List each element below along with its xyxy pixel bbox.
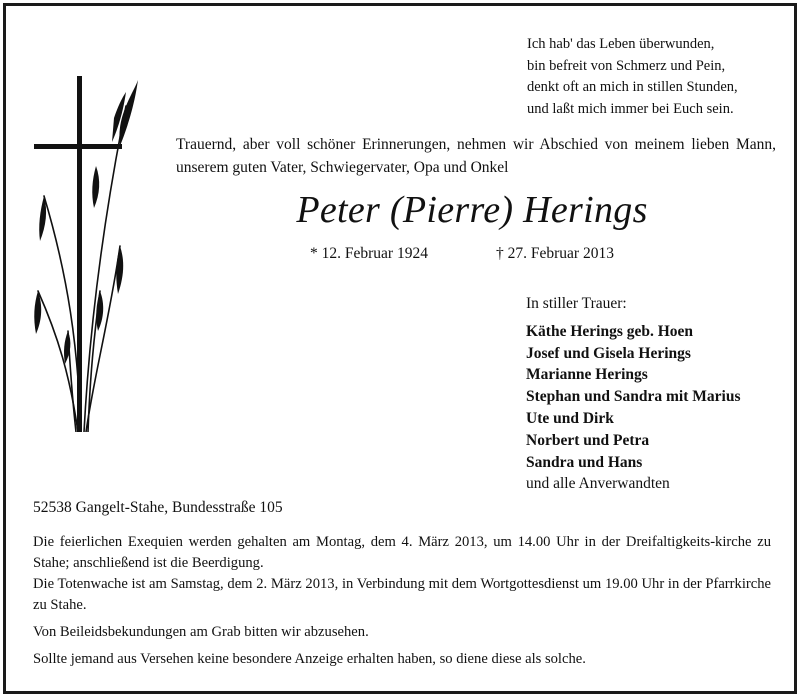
family-entry: Sandra und Hans (526, 453, 643, 471)
poem-line: und laßt mich immer bei Euch sein. (527, 100, 734, 117)
family-entry: Stephan und Sandra mit Marius (526, 388, 741, 406)
mourners-heading: In stiller Trauer: (526, 295, 627, 312)
birth-date: * 12. Februar 1924 (310, 245, 428, 262)
mourners-list (526, 293, 740, 495)
poem (527, 34, 738, 120)
death-date: † 27. Februar 2013 (496, 245, 614, 262)
deceased-name: Peter (Pierre) Herings (296, 189, 648, 231)
poem-line: bin befreit von Schmerz und Pein, (527, 57, 726, 74)
family-entry: Josef und Gisela Herings (526, 344, 691, 362)
address: 52538 Gangelt-Stahe, Bundesstraße 105 (33, 499, 283, 516)
poem-line: Ich hab' das Leben überwunden, (527, 36, 715, 52)
condolence-note: Von Beileidsbekundungen am Grab bitten wir abzusehen. (33, 624, 369, 640)
intro-text: Trauernd, aber voll schöner Erinnerungen, nehmen wir Abschied von meinem lieben Mann, unserem guten Vater, Schwiegervater, Opa und Onkel (176, 136, 776, 176)
wake-info: Die Totenwache ist am Samstag, dem 2. März 2013, in Verbindung mit dem Wortgottesdienst um 19.00 Uhr in der Pfarrkirche zu Stahe. (33, 576, 771, 613)
family-entry: Käthe Herings geb. Hoen (526, 322, 694, 340)
family-entry: Marianne Herings (526, 366, 648, 384)
funeral-info: Die feierlichen Exequien werden gehalten am Montag, dem 4. März 2013, um 14.00 Uhr in der Dreifaltigkeits-kirche zu Stahe; anschließend ist die Beerdigung. (33, 534, 771, 571)
relatives-line: und alle Anverwandten (526, 475, 670, 493)
family-entry: Ute und Dirk (526, 409, 614, 427)
notice-disclaimer: Sollte jemand aus Versehen keine besondere Anzeige erhalten haben, so diene diese als solche. (33, 651, 586, 667)
poem-line: denkt oft an mich in stillen Stunden, (527, 79, 738, 95)
family-entry: Norbert und Petra (526, 431, 650, 449)
cross-with-wheat-icon (28, 76, 143, 432)
